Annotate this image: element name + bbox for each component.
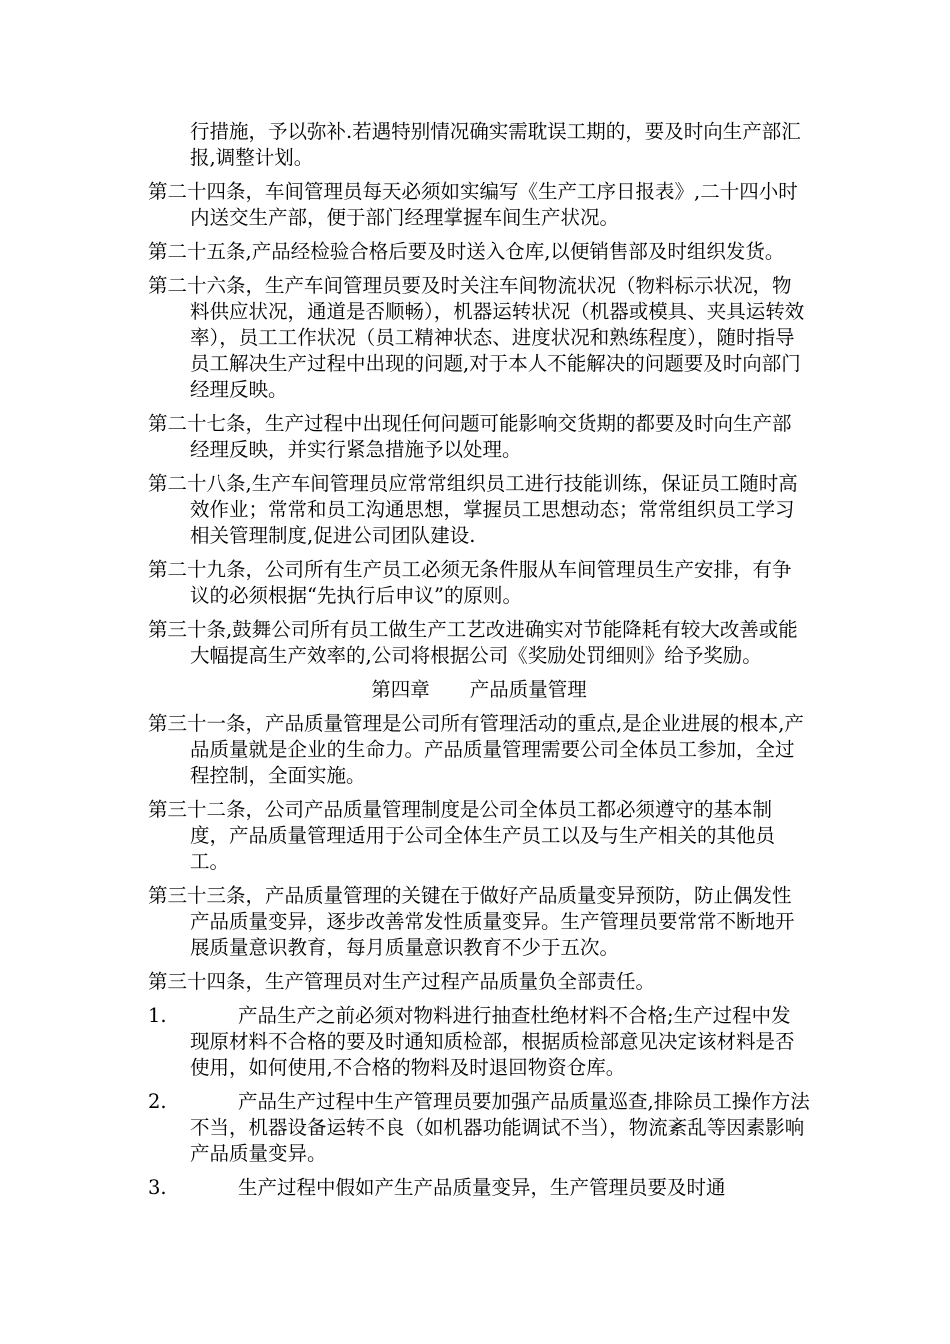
article-29: 第二十九条，公司所有生产员工必须无条件服从车间管理员生产安排，有争议的必须根据“先执行后申议”的原则。 [148, 558, 792, 607]
article-24: 第二十四条，车间管理员每天必须如实编写《生产工序日报表》,二十四小时内送交生产部，便于部门经理掌握车间生产状况。 [148, 180, 798, 229]
list-item [148, 1175, 810, 1201]
list-item-text: 生产过程中假如产生产品质量变异，生产管理员要及时通 [238, 1176, 726, 1199]
list-item [148, 1003, 810, 1081]
article-33: 第三十三条，产品质量管理的关键在于做好产品质量变异预防，防止偶发性产品质量变异，逐步改善常发性质量变异。生产管理员要常常不断地开展质量意识教育，每月质量意识教育不少于五次。 [148, 884, 795, 959]
paragraph-continuation: 行措施，予以弥补.若遇特别情况确实需耽误工期的，要及时向生产部汇报,调整计划。 [190, 120, 801, 169]
list-item-text: 产品生产之前必须对物料进行抽查杜绝材料不合格;生产过程中发现原材料不合格的要及时通知质检部，根据质检部意见决定该材料是否使用，如何使用,不合格的物料及时退回物资仓库。 [190, 1004, 795, 1079]
article-27: 第二十七条，生产过程中出现任何问题可能影响交货期的都要及时向生产部经理反映，并实行紧急措施予以处理。 [148, 412, 792, 461]
article-26: 第二十六条，生产车间管理员要及时关注车间物流状况（物料标示状况，物料供应状况，通道是否顺畅），机器运转状况（机器或模具、夹具运转效率），员工工作状况（员工精神状态、进度状况和熟练程度），随时指导员工解决生产过程中出现的问题,对于本人不能解决的问题要及时向部门经理反映。 [148, 274, 805, 401]
document-body [148, 119, 810, 1209]
list-item-text: 产品生产过程中生产管理员要加强产品质量巡查,排除员工操作方法不当，机器设备运转不良（如机器功能调试不当），物流紊乱等因素影响产品质量变异。 [190, 1090, 810, 1165]
list-item-number: 3. [148, 1176, 167, 1199]
chapter-heading [148, 677, 810, 703]
article-34: 第三十四条，生产管理员对生产过程产品质量负全部责任。 [148, 970, 656, 993]
article-32: 第三十二条，公司产品质量管理制度是公司全体员工都必须遵守的基本制度，产品质量管理适用于公司全体生产员工以及与生产相关的其他员工。 [148, 798, 776, 873]
chapter-title: 产品质量管理 [469, 678, 587, 701]
article-30: 第三十条,鼓舞公司所有员工做生产工艺改进确实对节能降耗有较大改善或能大幅提高生产效率的,公司将根据公司《奖励处罚细则》给予奖励。 [148, 618, 798, 667]
list-item-number: 2. [148, 1090, 167, 1113]
article-25: 第二十五条,产品经检验合格后要及时送入仓库,以便销售部及时组织发货。 [148, 240, 785, 263]
list-item [148, 1089, 810, 1167]
article-28: 第二十八条,生产车间管理员应常常组织员工进行技能训练，保证员工随时高效作业；常常和员工沟通思想，掌握员工思想动态；常常组织员工学习相关管理制度,促进公司团队建设. [148, 472, 798, 547]
chapter-number: 第四章 [371, 678, 430, 701]
list-item-number: 1. [148, 1004, 167, 1027]
article-31: 第三十一条，产品质量管理是公司所有管理活动的重点,是企业进展的根本,产品质量就是企业的生命力。产品质量管理需要公司全体员工参加，全过程控制，全面实施。 [148, 712, 804, 787]
